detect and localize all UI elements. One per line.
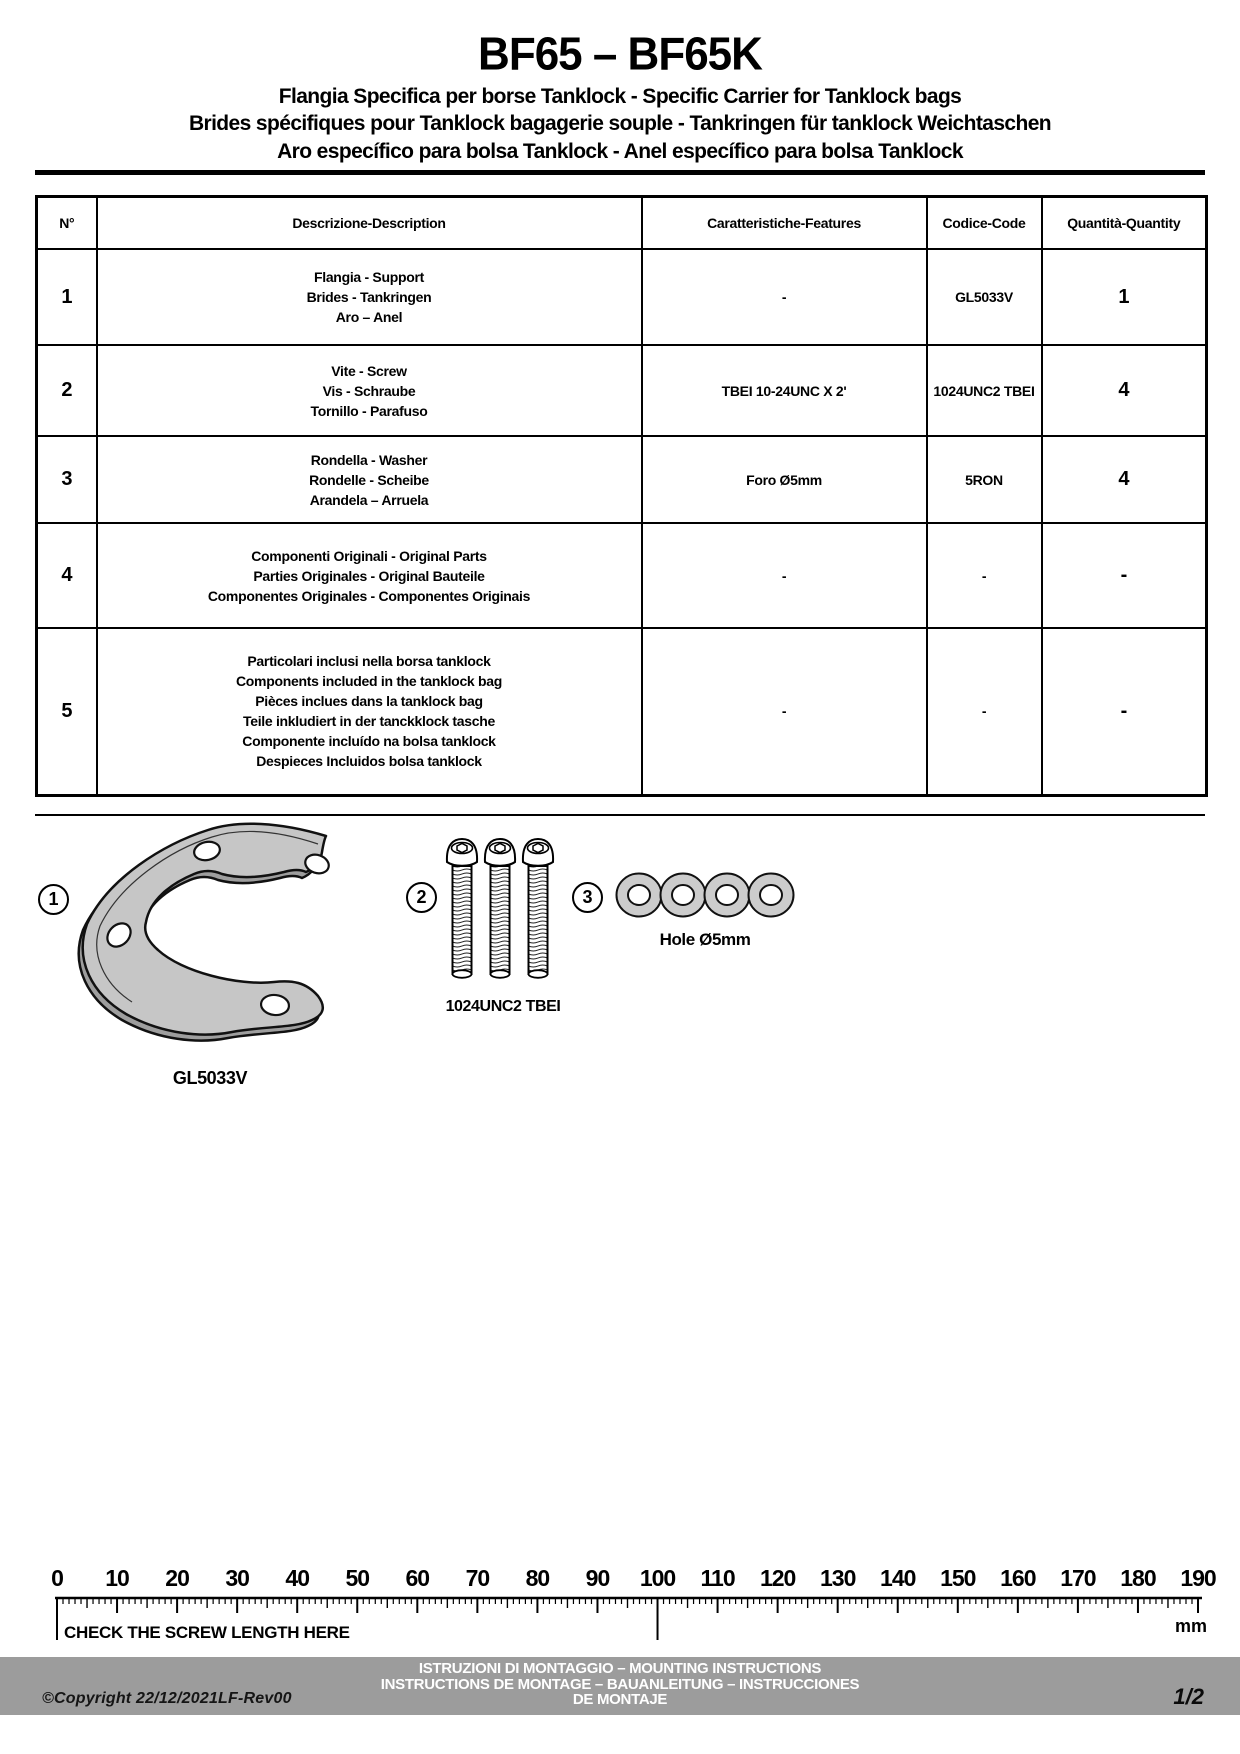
washers-drawing [610,870,800,922]
part-3-number-badge [572,882,603,913]
washer [705,874,750,917]
cell-code: - [927,523,1042,628]
ruler-tick-label: 80 [525,1565,550,1591]
cell-number: 2 [37,345,97,436]
col-header-description: Descrizione-Description [97,197,642,250]
parts-table [35,195,1208,797]
flange-drawing [70,822,355,1047]
description-line: Particolari inclusi nella borsa tanklock [247,653,491,670]
page-number: 1/2 [1173,1684,1204,1709]
cell-number: 1 [37,249,97,345]
cell-quantity: 4 [1042,436,1207,523]
description-line: Tornillo - Parafuso [310,402,428,419]
cell-features: Foro Ø5mm [642,436,927,523]
description-line: Vite - Screw [331,362,407,379]
description-line: Rondella - Washer [310,451,428,468]
col-header-number: N° [37,197,97,250]
cell-code: 5RON [927,436,1042,523]
description-line: Componentes Originales - Componentes Originais [207,587,531,604]
cell-features: - [642,249,927,345]
description-line: Teile inkludiert in der tanckklock tasche [243,713,495,730]
ruler-tick-label: 20 [165,1565,189,1591]
cell-quantity: 4 [1042,345,1207,436]
cell-description [97,523,642,628]
description-line: Vis - Schraube [322,382,416,399]
part-2-number: 2 [416,887,427,907]
ruler-tick-label: 40 [285,1565,310,1591]
page-title: BF65 – BF65K [478,28,762,81]
description-line: Parties Originales - Original Bauteile [253,567,485,584]
cell-quantity: - [1042,523,1207,628]
cell-description [97,628,642,795]
description-line: Despieces Incluidos bolsa tanklock [256,753,482,770]
table-row [37,436,1207,523]
description-line: Pièces inclues dans la tanklock bag [255,693,483,710]
cell-features: - [642,628,927,795]
table-row [37,628,1207,795]
ruler-tick-label: 10 [105,1565,129,1591]
description-line: Componente incluído na bolsa tanklock [242,733,496,750]
subtitle-fr-de: Brides spécifiques pour Tanklock bagagerie souple - Tankringen für tanklock Weichtaschen [188,112,1052,135]
part-1-number-badge [38,884,69,915]
ruler-tick-label: 30 [225,1565,249,1591]
ruler-tick-label: 170 [1060,1565,1096,1591]
cell-features: TBEI 10-24UNC X 2' [642,345,927,436]
table-row [37,249,1207,345]
parts-table-body [37,249,1207,795]
cell-code: GL5033V [927,249,1042,345]
ruler-unit-label: mm [1174,1616,1207,1636]
screws-code-label: 1024UNC2 TBEI [445,998,561,1015]
washer [749,874,794,917]
cell-code: - [927,628,1042,795]
col-header-quantity: Quantità-Quantity [1042,197,1207,250]
description-line: Arandela – Arruela [309,491,429,508]
cell-number: 3 [37,436,97,523]
description-line: Components included in the tanklock bag [236,673,502,690]
table-header-row [37,197,1207,250]
col-header-features: Caratteristiche-Features [642,197,927,250]
description-line: Brides - Tankringen [306,289,432,305]
washers-hole-label: Hole Ø5mm [659,930,751,949]
ruler-tick-label: 110 [700,1565,735,1591]
cell-description [97,345,642,436]
cell-features: - [642,523,927,628]
copyright-text: ©Copyright 22/12/2021LF-Rev00 [42,1690,292,1707]
part-3-number: 3 [582,887,593,907]
cell-code: 1024UNC2 TBEI [927,345,1042,436]
footer-instructions-line: ISTRUZIONI DI MONTAGGIO – MOUNTING INSTRUCTIONS [418,1660,822,1677]
ruler-tick-label: 0 [51,1565,63,1591]
footer-instructions-line: DE MONTAJE [572,1691,668,1708]
part-2-number-badge [406,882,437,913]
description-line: Rondelle - Scheibe [309,471,429,488]
table-row [37,345,1207,436]
screw [447,839,477,978]
ruler-tick-label: 190 [1180,1565,1216,1591]
ruler-tick-label: 100 [639,1565,676,1591]
subtitle-it-en: Flangia Specifica per borse Tanklock - Specific Carrier for Tanklock bags [278,85,962,108]
ruler-tick-label: 140 [880,1565,916,1591]
screw [523,839,553,978]
description-line: Componenti Originali - Original Parts [251,547,487,564]
screw [485,839,515,978]
cell-description [97,249,642,345]
cell-number: 5 [37,628,97,795]
ruler-tick-label: 60 [405,1565,430,1591]
washer [661,874,706,917]
header-rule [35,170,1205,175]
ruler-tick-label: 150 [940,1565,976,1591]
cell-description [97,436,642,523]
ruler-tick-label: 180 [1120,1565,1156,1591]
description-line: Flangia - Support [313,269,424,285]
screws-drawing [443,836,558,988]
ruler-caption: CHECK THE SCREW LENGTH HERE [64,1623,350,1642]
section-divider-line [35,814,1205,816]
ruler-tick-label: 50 [345,1565,370,1591]
cell-quantity: - [1042,628,1207,795]
flange-shape [79,824,331,1041]
ruler-tick-label: 70 [465,1565,490,1591]
ruler-tick-label: 120 [759,1565,796,1591]
col-header-code: Codice-Code [927,197,1042,250]
cell-number: 4 [37,523,97,628]
ruler-tick-label: 160 [1000,1565,1036,1591]
table-row [37,523,1207,628]
cell-quantity: 1 [1042,249,1207,345]
subtitle-es-pt: Aro específico para bolsa Tanklock - Anel específico para bolsa Tanklock [277,140,963,163]
part-1-number: 1 [48,889,59,909]
description-line: Aro – Anel [335,309,403,325]
flange-code-label: GL5033V [172,1068,248,1088]
ruler-tick-label: 90 [585,1565,610,1591]
ruler-tick-label: 130 [819,1565,856,1591]
footer-instructions-line: INSTRUCTIONS DE MONTAGE – BAUANLEITUNG – INSTRUCCIONES [380,1675,860,1693]
washer [617,874,662,917]
